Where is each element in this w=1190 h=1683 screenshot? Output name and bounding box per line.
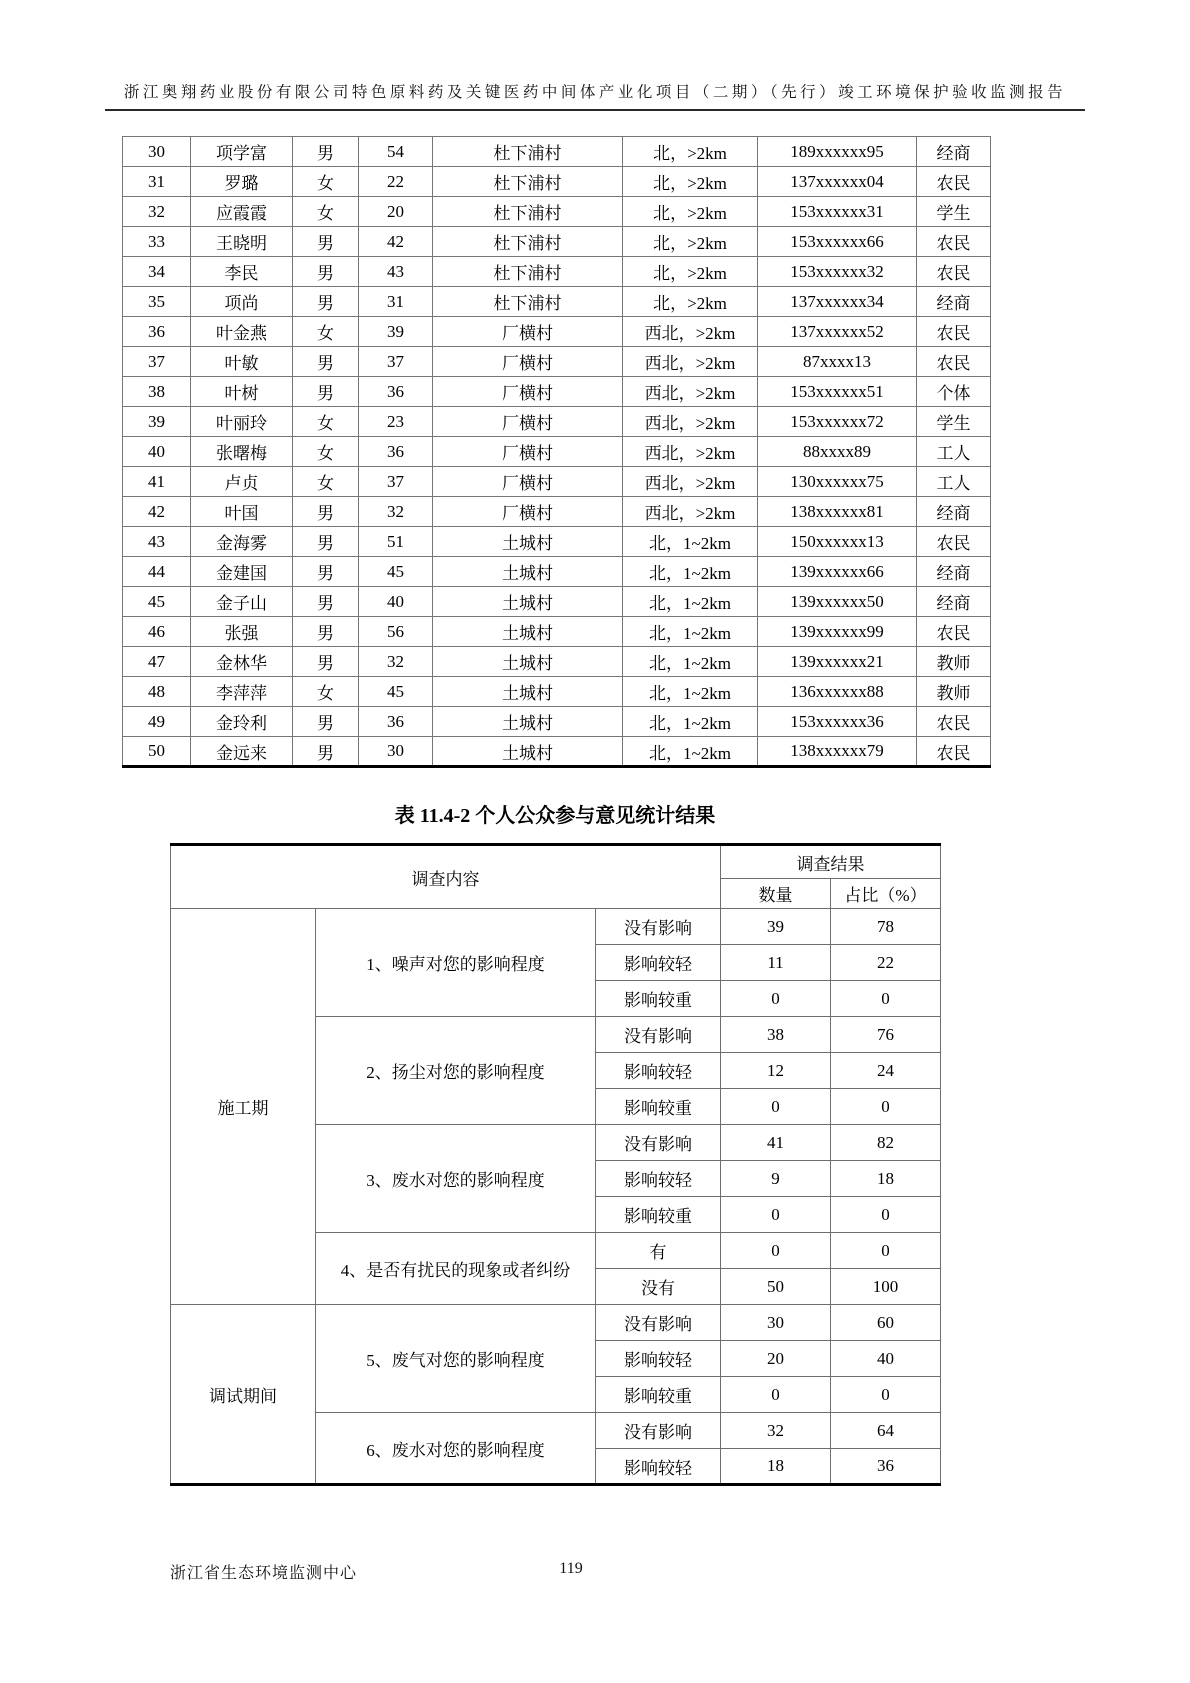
participant-age: 45 — [359, 557, 433, 587]
participant-no: 42 — [123, 497, 191, 527]
participant-no: 33 — [123, 227, 191, 257]
survey-option-cell: 没有 — [596, 1269, 721, 1305]
participant-age: 45 — [359, 677, 433, 707]
participant-village: 厂横村 — [433, 407, 623, 437]
participant-name: 金玲利 — [191, 707, 293, 737]
participant-no: 30 — [123, 137, 191, 167]
participant-no: 35 — [123, 287, 191, 317]
participant-direction: 西北，>2km — [623, 467, 758, 497]
participant-no: 45 — [123, 587, 191, 617]
participant-occupation: 经商 — [917, 287, 991, 317]
participant-row — [123, 377, 991, 407]
participant-phone: 137xxxxxx34 — [758, 287, 917, 317]
survey-option-cell: 没有影响 — [596, 1125, 721, 1161]
survey-option-cell: 影响较重 — [596, 1377, 721, 1413]
participant-occupation: 农民 — [917, 317, 991, 347]
participant-name: 张强 — [191, 617, 293, 647]
participant-no: 36 — [123, 317, 191, 347]
participant-gender: 男 — [293, 647, 359, 677]
participant-village: 杜下浦村 — [433, 287, 623, 317]
participant-gender: 男 — [293, 227, 359, 257]
participant-row — [123, 467, 991, 497]
survey-count-cell: 39 — [721, 909, 831, 945]
participant-gender: 男 — [293, 287, 359, 317]
participant-name: 金远来 — [191, 737, 293, 767]
participant-phone: 139xxxxxx50 — [758, 587, 917, 617]
participant-phone: 189xxxxxx95 — [758, 137, 917, 167]
survey-count-cell: 0 — [721, 1197, 831, 1233]
participant-occupation: 经商 — [917, 587, 991, 617]
participant-no: 38 — [123, 377, 191, 407]
survey-count-cell: 41 — [721, 1125, 831, 1161]
participant-name: 张曙梅 — [191, 437, 293, 467]
survey-table-body — [171, 909, 941, 1485]
participant-no: 48 — [123, 677, 191, 707]
survey-count-cell: 11 — [721, 945, 831, 981]
survey-question-cell: 5、废气对您的影响程度 — [316, 1305, 596, 1413]
participant-occupation: 农民 — [917, 167, 991, 197]
survey-header-row-1 — [171, 845, 941, 879]
participant-phone: 88xxxx89 — [758, 437, 917, 467]
participant-gender: 男 — [293, 587, 359, 617]
participant-gender: 男 — [293, 527, 359, 557]
survey-header-content: 调查内容 — [171, 845, 721, 909]
participant-direction: 西北，>2km — [623, 407, 758, 437]
participant-age: 56 — [359, 617, 433, 647]
participant-occupation: 教师 — [917, 677, 991, 707]
participant-age: 23 — [359, 407, 433, 437]
participant-row — [123, 527, 991, 557]
participant-occupation: 个体 — [917, 377, 991, 407]
participant-age: 54 — [359, 137, 433, 167]
participant-phone: 153xxxxxx66 — [758, 227, 917, 257]
participant-age: 37 — [359, 467, 433, 497]
survey-percent-cell: 0 — [831, 1197, 941, 1233]
survey-period-cell: 调试期间 — [171, 1305, 316, 1485]
participant-direction: 西北，>2km — [623, 437, 758, 467]
participant-occupation: 农民 — [917, 347, 991, 377]
participant-occupation: 学生 — [917, 407, 991, 437]
participant-gender: 男 — [293, 707, 359, 737]
participant-row — [123, 347, 991, 377]
participant-age: 20 — [359, 197, 433, 227]
survey-percent-cell: 64 — [831, 1413, 941, 1449]
participant-occupation: 农民 — [917, 227, 991, 257]
participant-no: 47 — [123, 647, 191, 677]
participant-row — [123, 287, 991, 317]
participant-phone: 138xxxxxx79 — [758, 737, 917, 767]
survey-count-cell: 18 — [721, 1449, 831, 1485]
participant-occupation: 农民 — [917, 527, 991, 557]
participant-gender: 男 — [293, 617, 359, 647]
participant-direction: 西北，>2km — [623, 497, 758, 527]
participant-village: 厂横村 — [433, 317, 623, 347]
participant-no: 39 — [123, 407, 191, 437]
participant-age: 39 — [359, 317, 433, 347]
participant-village: 土城村 — [433, 617, 623, 647]
participant-age: 36 — [359, 707, 433, 737]
survey-option-cell: 影响较重 — [596, 1089, 721, 1125]
survey-question-cell: 4、是否有扰民的现象或者纠纷 — [316, 1233, 596, 1305]
participant-name: 金子山 — [191, 587, 293, 617]
survey-count-cell: 0 — [721, 1377, 831, 1413]
participant-gender: 男 — [293, 137, 359, 167]
participant-phone: 153xxxxxx31 — [758, 197, 917, 227]
participant-name: 卢贞 — [191, 467, 293, 497]
survey-question-cell: 6、废水对您的影响程度 — [316, 1413, 596, 1485]
survey-count-cell: 32 — [721, 1413, 831, 1449]
participant-name: 叶金燕 — [191, 317, 293, 347]
survey-question-cell: 3、废水对您的影响程度 — [316, 1125, 596, 1233]
participant-gender: 女 — [293, 437, 359, 467]
survey-count-cell: 0 — [721, 1233, 831, 1269]
participant-gender: 男 — [293, 557, 359, 587]
participant-phone: 153xxxxxx36 — [758, 707, 917, 737]
survey-table-title: 表 11.4-2 个人公众参与意见统计结果 — [394, 805, 716, 827]
survey-count-cell: 0 — [721, 981, 831, 1017]
participant-row — [123, 137, 991, 167]
survey-percent-cell: 82 — [831, 1125, 941, 1161]
participant-age: 32 — [359, 497, 433, 527]
participant-phone: 139xxxxxx99 — [758, 617, 917, 647]
participant-direction: 北，1~2km — [623, 587, 758, 617]
survey-period-cell: 施工期 — [171, 909, 316, 1305]
participant-gender: 女 — [293, 197, 359, 227]
participant-phone: 137xxxxxx04 — [758, 167, 917, 197]
participant-direction: 北，1~2km — [623, 707, 758, 737]
participant-name: 王晓明 — [191, 227, 293, 257]
participant-name: 叶丽玲 — [191, 407, 293, 437]
participant-direction: 北，>2km — [623, 167, 758, 197]
participant-direction: 北，1~2km — [623, 677, 758, 707]
participant-village: 杜下浦村 — [433, 257, 623, 287]
participant-phone: 130xxxxxx75 — [758, 467, 917, 497]
participant-occupation: 教师 — [917, 647, 991, 677]
survey-percent-cell: 76 — [831, 1017, 941, 1053]
participant-row — [123, 617, 991, 647]
participant-phone: 136xxxxxx88 — [758, 677, 917, 707]
survey-percent-cell: 22 — [831, 945, 941, 981]
survey-option-cell: 影响较轻 — [596, 1341, 721, 1377]
participant-phone: 153xxxxxx51 — [758, 377, 917, 407]
participant-village: 土城村 — [433, 587, 623, 617]
participant-no: 34 — [123, 257, 191, 287]
participant-phone: 138xxxxxx81 — [758, 497, 917, 527]
survey-percent-cell: 0 — [831, 981, 941, 1017]
participant-name: 金建国 — [191, 557, 293, 587]
participant-age: 30 — [359, 737, 433, 767]
participant-phone: 139xxxxxx21 — [758, 647, 917, 677]
survey-row — [171, 909, 941, 945]
participant-no: 44 — [123, 557, 191, 587]
participant-gender: 女 — [293, 407, 359, 437]
survey-table — [170, 843, 941, 1486]
participant-occupation: 农民 — [917, 617, 991, 647]
participant-no: 43 — [123, 527, 191, 557]
participant-village: 杜下浦村 — [433, 137, 623, 167]
participant-direction: 北，>2km — [623, 227, 758, 257]
participant-occupation: 学生 — [917, 197, 991, 227]
participant-row — [123, 647, 991, 677]
participant-no: 46 — [123, 617, 191, 647]
participant-no: 41 — [123, 467, 191, 497]
participant-gender: 女 — [293, 677, 359, 707]
participant-occupation: 农民 — [917, 257, 991, 287]
participant-name: 罗璐 — [191, 167, 293, 197]
survey-option-cell: 影响较重 — [596, 981, 721, 1017]
participant-village: 杜下浦村 — [433, 167, 623, 197]
survey-option-cell: 影响较重 — [596, 1197, 721, 1233]
participant-village: 土城村 — [433, 707, 623, 737]
participant-no: 37 — [123, 347, 191, 377]
participant-row — [123, 497, 991, 527]
survey-percent-cell: 0 — [831, 1377, 941, 1413]
participant-phone: 139xxxxxx66 — [758, 557, 917, 587]
participant-phone: 150xxxxxx13 — [758, 527, 917, 557]
participant-phone: 87xxxx13 — [758, 347, 917, 377]
participant-row — [123, 587, 991, 617]
survey-question-cell: 2、扬尘对您的影响程度 — [316, 1017, 596, 1125]
participant-occupation: 工人 — [917, 467, 991, 497]
participant-name: 项学富 — [191, 137, 293, 167]
survey-option-cell: 没有影响 — [596, 1305, 721, 1341]
survey-percent-cell: 0 — [831, 1233, 941, 1269]
participant-direction: 北，>2km — [623, 257, 758, 287]
participant-direction: 西北，>2km — [623, 377, 758, 407]
participant-gender: 男 — [293, 737, 359, 767]
participant-age: 37 — [359, 347, 433, 377]
participant-name: 李萍萍 — [191, 677, 293, 707]
participant-no: 32 — [123, 197, 191, 227]
participant-village: 杜下浦村 — [433, 227, 623, 257]
participant-age: 22 — [359, 167, 433, 197]
participant-direction: 北，>2km — [623, 287, 758, 317]
survey-option-cell: 影响较轻 — [596, 1161, 721, 1197]
participant-no: 40 — [123, 437, 191, 467]
survey-option-cell: 没有影响 — [596, 1413, 721, 1449]
participant-direction: 北，1~2km — [623, 527, 758, 557]
participant-row — [123, 437, 991, 467]
participant-village: 厂横村 — [433, 347, 623, 377]
footer-page-number: 119 — [559, 1560, 583, 1577]
participant-direction: 北，>2km — [623, 137, 758, 167]
participant-age: 32 — [359, 647, 433, 677]
participant-name: 应霞霞 — [191, 197, 293, 227]
survey-question-cell: 1、噪声对您的影响程度 — [316, 909, 596, 1017]
survey-count-cell: 50 — [721, 1269, 831, 1305]
participant-gender: 女 — [293, 467, 359, 497]
participant-no: 49 — [123, 707, 191, 737]
participant-row — [123, 197, 991, 227]
participant-village: 土城村 — [433, 647, 623, 677]
participant-gender: 女 — [293, 317, 359, 347]
survey-percent-cell: 36 — [831, 1449, 941, 1485]
participant-row — [123, 407, 991, 437]
participant-name: 项尚 — [191, 287, 293, 317]
participant-age: 51 — [359, 527, 433, 557]
participant-direction: 北，1~2km — [623, 647, 758, 677]
participant-direction: 北，1~2km — [623, 557, 758, 587]
survey-count-cell: 9 — [721, 1161, 831, 1197]
participant-phone: 153xxxxxx32 — [758, 257, 917, 287]
participant-phone: 137xxxxxx52 — [758, 317, 917, 347]
survey-count-cell: 30 — [721, 1305, 831, 1341]
participant-gender: 男 — [293, 257, 359, 287]
survey-option-cell: 影响较轻 — [596, 1449, 721, 1485]
participant-direction: 西北，>2km — [623, 347, 758, 377]
participant-no: 50 — [123, 737, 191, 767]
participant-village: 杜下浦村 — [433, 197, 623, 227]
participant-direction: 北，1~2km — [623, 737, 758, 767]
survey-percent-cell: 0 — [831, 1089, 941, 1125]
survey-header-result: 调查结果 — [721, 845, 941, 879]
participant-age: 40 — [359, 587, 433, 617]
participant-name: 金海雾 — [191, 527, 293, 557]
participant-occupation: 经商 — [917, 137, 991, 167]
participant-row — [123, 737, 991, 767]
participant-gender: 男 — [293, 377, 359, 407]
participant-village: 厂横村 — [433, 497, 623, 527]
survey-option-cell: 有 — [596, 1233, 721, 1269]
survey-count-cell: 20 — [721, 1341, 831, 1377]
survey-option-cell: 影响较轻 — [596, 945, 721, 981]
participants-table-body — [123, 137, 991, 767]
participant-village: 土城村 — [433, 557, 623, 587]
participant-name: 叶国 — [191, 497, 293, 527]
survey-option-cell: 没有影响 — [596, 1017, 721, 1053]
participant-direction: 西北，>2km — [623, 317, 758, 347]
survey-count-cell: 0 — [721, 1089, 831, 1125]
participant-age: 36 — [359, 377, 433, 407]
survey-option-cell: 没有影响 — [596, 909, 721, 945]
participant-village: 土城村 — [433, 527, 623, 557]
survey-percent-cell: 60 — [831, 1305, 941, 1341]
participant-age: 43 — [359, 257, 433, 287]
participant-row — [123, 257, 991, 287]
footer-organization: 浙江省生态环境监测中心 — [170, 1565, 358, 1582]
participant-village: 土城村 — [433, 737, 623, 767]
survey-percent-cell: 78 — [831, 909, 941, 945]
participant-name: 金林华 — [191, 647, 293, 677]
participant-row — [123, 557, 991, 587]
participant-row — [123, 167, 991, 197]
survey-percent-cell: 24 — [831, 1053, 941, 1089]
participant-row — [123, 227, 991, 257]
participant-name: 叶敏 — [191, 347, 293, 377]
participant-village: 土城村 — [433, 677, 623, 707]
participant-gender: 男 — [293, 347, 359, 377]
participant-occupation: 经商 — [917, 497, 991, 527]
participant-row — [123, 317, 991, 347]
participant-direction: 北，1~2km — [623, 617, 758, 647]
participant-gender: 女 — [293, 167, 359, 197]
participant-row — [123, 677, 991, 707]
participants-table — [122, 136, 991, 768]
participant-village: 厂横村 — [433, 437, 623, 467]
participant-age: 31 — [359, 287, 433, 317]
participant-no: 31 — [123, 167, 191, 197]
survey-header-percent: 占比（%） — [831, 879, 941, 909]
participant-occupation: 农民 — [917, 707, 991, 737]
participant-age: 42 — [359, 227, 433, 257]
participant-village: 厂横村 — [433, 377, 623, 407]
survey-row — [171, 1305, 941, 1341]
participant-gender: 男 — [293, 497, 359, 527]
survey-percent-cell: 40 — [831, 1341, 941, 1377]
survey-header-count: 数量 — [721, 879, 831, 909]
page-header-title: 浙江奥翔药业股份有限公司特色原料药及关键医药中间体产业化项目（二期）（先行）竣工环境保护验收监测报告 — [105, 80, 1085, 111]
participant-name: 叶树 — [191, 377, 293, 407]
participant-occupation: 农民 — [917, 737, 991, 767]
survey-percent-cell: 100 — [831, 1269, 941, 1305]
participant-direction: 北，>2km — [623, 197, 758, 227]
participant-village: 厂横村 — [433, 467, 623, 497]
participant-name: 李民 — [191, 257, 293, 287]
survey-count-cell: 12 — [721, 1053, 831, 1089]
survey-count-cell: 38 — [721, 1017, 831, 1053]
participant-occupation: 经商 — [917, 557, 991, 587]
participant-row — [123, 707, 991, 737]
participant-occupation: 工人 — [917, 437, 991, 467]
survey-percent-cell: 18 — [831, 1161, 941, 1197]
survey-option-cell: 影响较轻 — [596, 1053, 721, 1089]
participant-phone: 153xxxxxx72 — [758, 407, 917, 437]
participant-age: 36 — [359, 437, 433, 467]
